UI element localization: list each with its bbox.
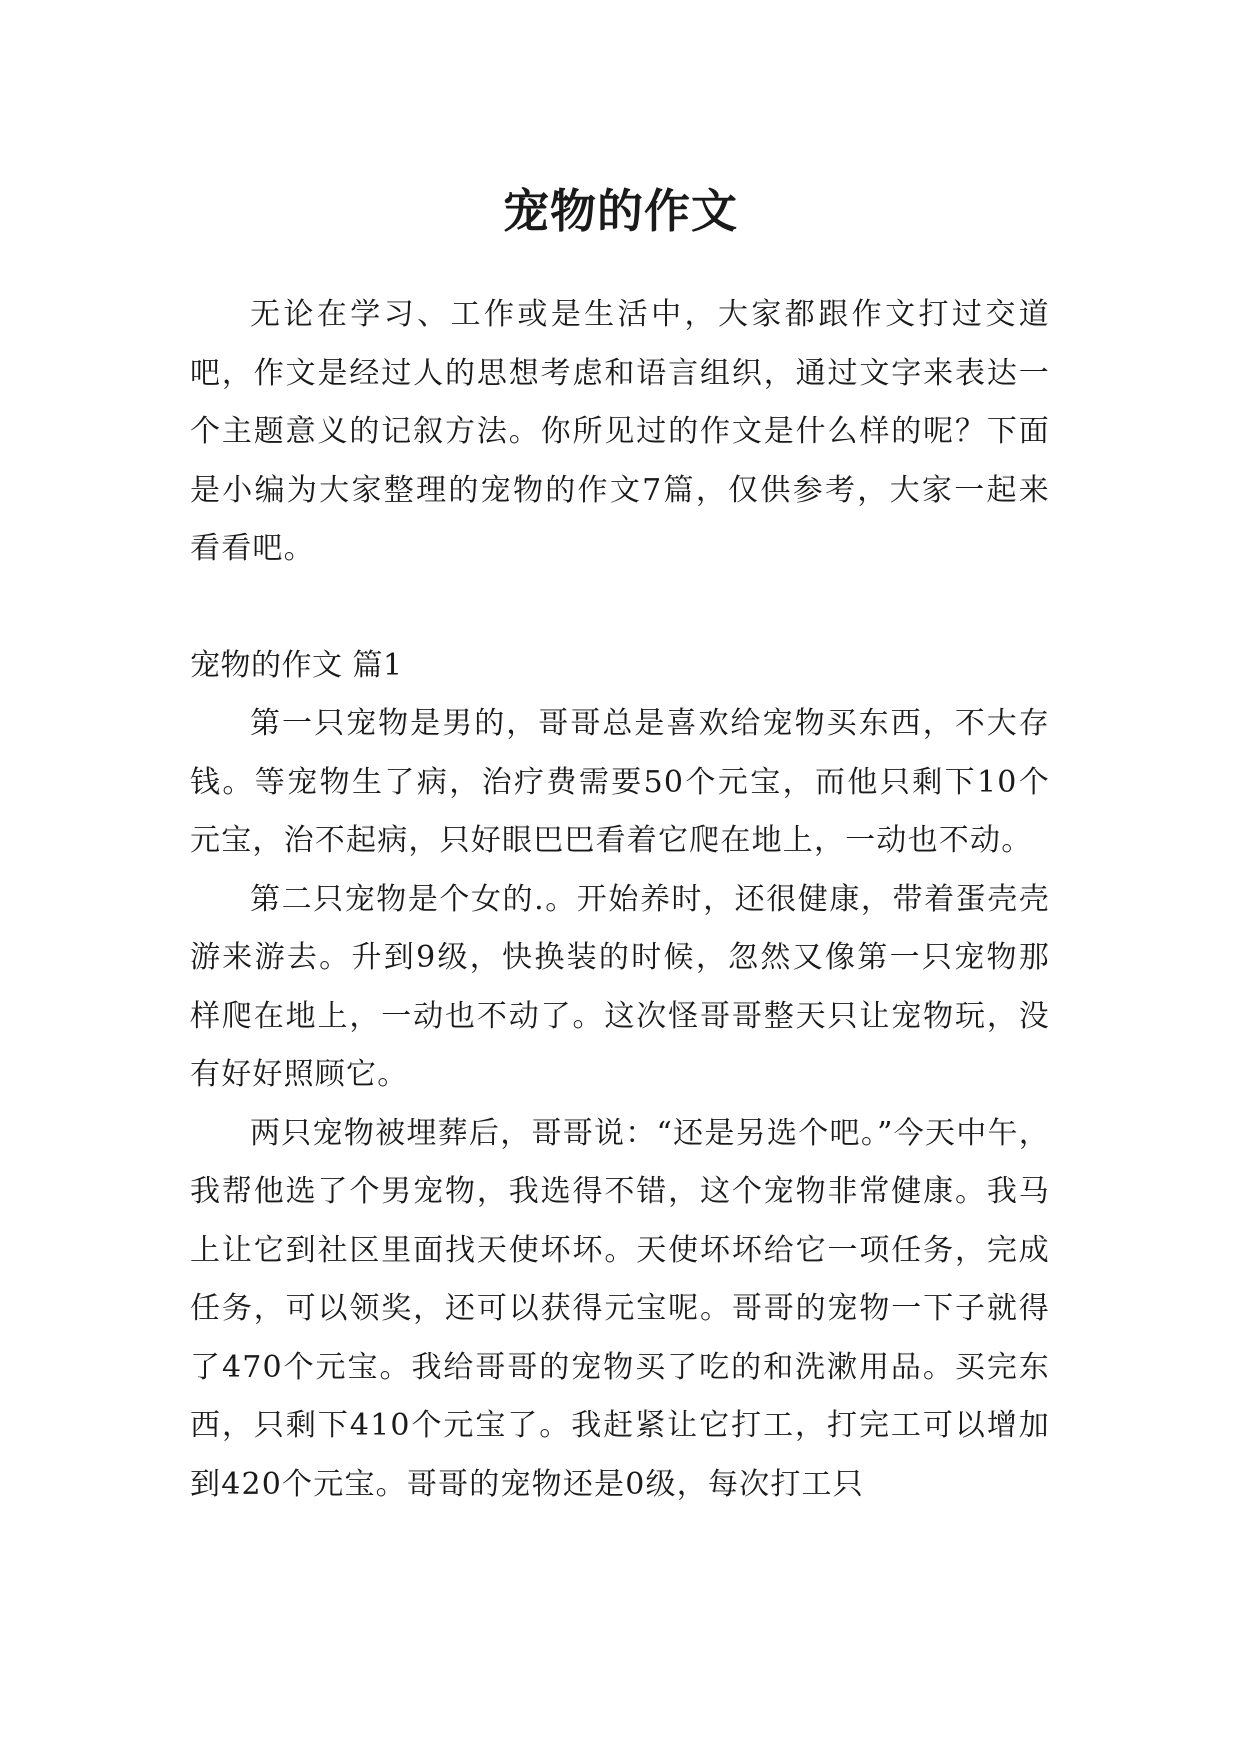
- intro-paragraph: 无论在学习、工作或是生活中，大家都跟作文打过交道吧，作文是经过人的思想考虑和语言组织，通过文字来表达一个主题意义的记叙方法。你所见过的作文是什么样的呢？下面是小编为大家整理的宠物的作文7篇，仅供参考，大家一起来看看吧。: [190, 297, 1050, 566]
- document-title: 宠物的作文: [503, 183, 738, 238]
- body-paragraph-3: 两只宠物被埋葬后，哥哥说：“还是另选个吧。”今天中午，我帮他选了个男宠物，我选得不错，这个宠物非常健康。我马上让它到社区里面找天使坏坏。天使坏坏给它一项任务，完成任务，可以领奖，还可以获得元宝呢。哥哥的宠物一下子就得了470个元宝。我给哥哥的宠物买了吃的和洗漱用品。买完东西，只剩下410个元宝了。我赶紧让它打工，打完工可以增加到420个元宝。哥哥的宠物还是0级，每次打工只: [190, 1115, 1050, 1502]
- body-paragraph-2: 第二只宠物是个女的.。开始养时，还很健康，带着蛋壳壳游来游去。升到9级，快换装的时候，忽然又像第一只宠物那样爬在地上，一动也不动了。这次怪哥哥整天只让宠物玩，没有好好照顾它。: [190, 881, 1050, 1092]
- document-body: [190, 286, 1050, 1514]
- section-heading: 宠物的作文 篇1: [190, 647, 403, 683]
- body-paragraph-1: 第一只宠物是男的，哥哥总是喜欢给宠物买东西，不大存钱。等宠物生了病，治疗费需要50个元宝，而他只剩下10个元宝，治不起病，只好眼巴巴看着它爬在地上，一动也不动。: [190, 706, 1050, 858]
